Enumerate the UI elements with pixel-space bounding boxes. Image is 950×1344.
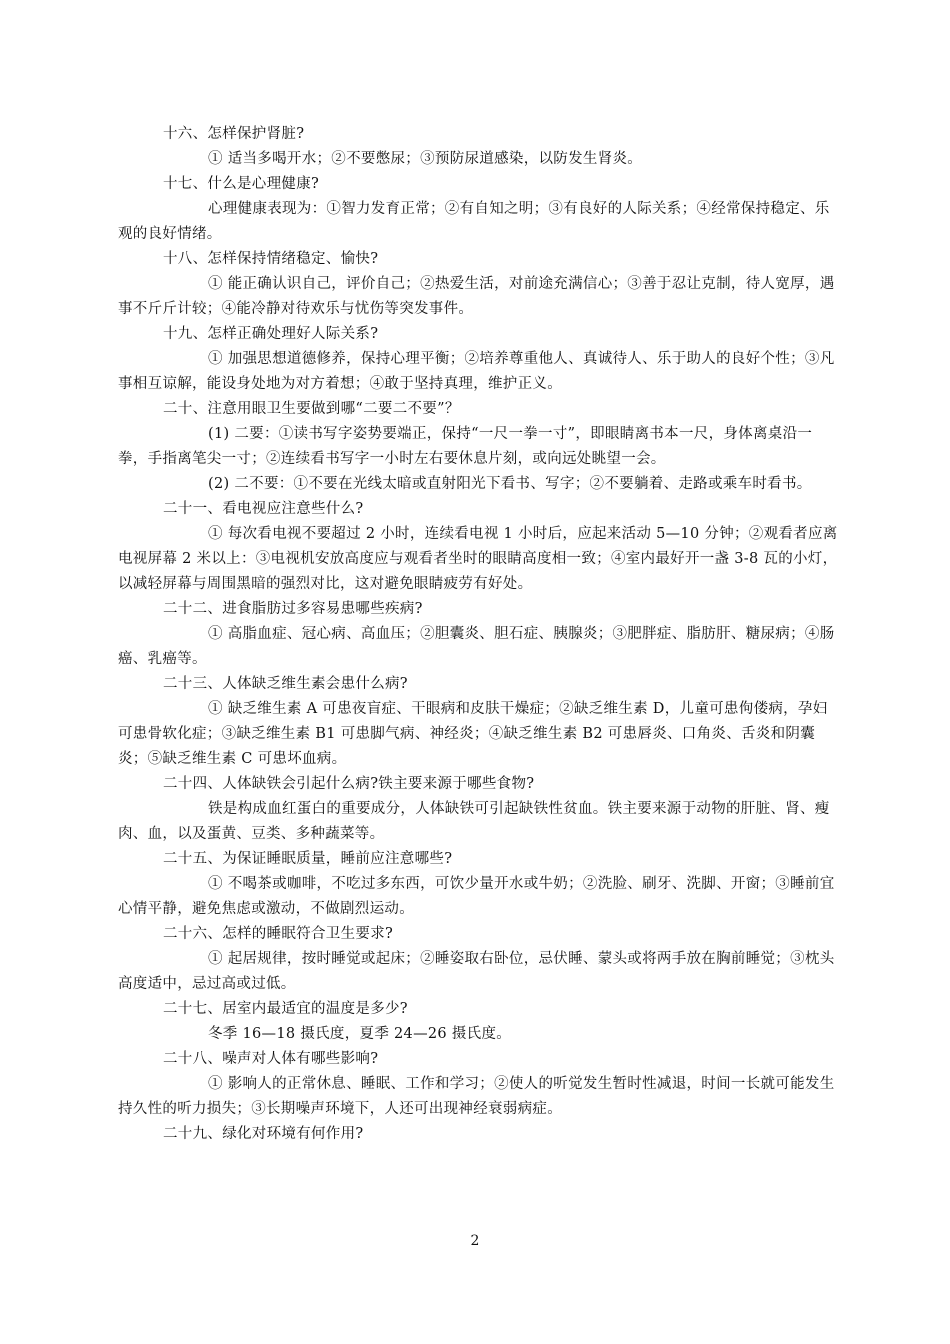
answer-paragraph: ① 高脂血症、冠心病、高血压；②胆囊炎、胆石症、胰腺炎；③肥胖症、脂肪肝、糖尿病；④肠癌、乳癌等。: [118, 626, 835, 667]
question-heading: 十九、怎样正确处理好人际关系?: [163, 326, 379, 342]
question-heading: 二十四、人体缺铁会引起什么病?铁主要来源于哪些食物?: [163, 776, 535, 792]
question-heading: 二十三、人体缺乏维生素会患什么病?: [163, 676, 408, 692]
question-heading: 二十二、进食脂肪过多容易患哪些疾病?: [163, 601, 423, 617]
answer-paragraph: ① 起居规律，按时睡觉或起床；②睡姿取右卧位，忌伏睡、蒙头或将两手放在胸前睡觉；③枕头高度适中，忌过高或过低。: [118, 951, 835, 992]
question-heading: 二十九、绿化对环境有何作用?: [163, 1126, 364, 1142]
page-number: 2: [470, 1233, 480, 1249]
question-heading: 二十一、看电视应注意些什么?: [163, 501, 364, 517]
question-heading: 二十、注意用眼卫生要做到哪“二要二不要”？: [163, 401, 460, 417]
question-heading: 十八、怎样保持情绪稳定、愉快?: [163, 251, 379, 267]
answer-paragraph: (2) 二不要：①不要在光线太暗或直射阳光下看书、写字；②不要躺着、走路或乘车时看书。: [208, 476, 812, 492]
question-heading: 二十五、为保证睡眠质量，睡前应注意哪些?: [163, 851, 453, 867]
answer-paragraph: ① 能正确认识自己，评价自己；②热爱生活，对前途充满信心；③善于忍让克制，待人宽厚，遇事不斤斤计较；④能冷静对待欢乐与忧伤等突发事件。: [118, 276, 835, 317]
answer-paragraph: ① 不喝茶或咖啡，不吃过多东西，可饮少量开水或牛奶；②洗脸、刷牙、洗脚、开窗；③睡前宜心情平静，避免焦虑或激动，不做剧烈运动。: [118, 876, 835, 917]
question-heading: 十六、怎样保护肾脏?: [163, 126, 305, 142]
question-heading: 二十八、噪声对人体有哪些影响?: [163, 1051, 379, 1067]
question-heading: 十七、什么是心理健康?: [163, 176, 320, 192]
answer-paragraph: ① 影响人的正常休息、睡眠、工作和学习；②使人的听觉发生暂时性减退，时间一长就可能发生持久性的听力损失；③长期噪声环境下，人还可出现神经衰弱病症。: [118, 1076, 835, 1117]
answer-paragraph: 铁是构成血红蛋白的重要成分，人体缺铁可引起缺铁性贫血。铁主要来源于动物的肝脏、肾、瘦肉、血，以及蛋黄、豆类、多种蔬菜等。: [118, 801, 830, 842]
answer-paragraph: ① 加强思想道德修养，保持心理平衡；②培养尊重他人、真诚待人、乐于助人的良好个性；③凡事相互谅解，能设身处地为对方着想；④敢于坚持真理，维护正义。: [118, 351, 835, 392]
answer-paragraph: ① 缺乏维生素 A 可患夜盲症、干眼病和皮肤干燥症；②缺乏维生素 D，儿童可患佝偻病，孕妇可患骨软化症；③缺乏维生素 B1 可患脚气病、神经炎；④缺乏维生素 B2 可患唇炎、口角炎、舌炎和阴囊炎；⑤缺乏维生素 C 可患坏血病。: [118, 701, 828, 767]
answer-paragraph: ① 每次看电视不要超过 2 小时，连续看电视 1 小时后，应起来活动 5—10 分钟；②观看者应离电视屏幕 2 米以上：③电视机安放高度应与观看者坐时的眼睛高度相一致；④室内最好开一盏 3-8 瓦的小灯，以减轻屏幕与周围黑暗的强烈对比，这对避免眼睛疲劳有好处。: [118, 526, 838, 592]
document-body: [118, 122, 838, 1147]
question-heading: 二十六、怎样的睡眠符合卫生要求?: [163, 926, 394, 942]
answer-paragraph: (1) 二要：①读书写字姿势要端正，保持“一尺一拳一寸”，即眼睛离书本一尺，身体离桌沿一拳，手指离笔尖一寸；②连续看书写字一小时左右要休息片刻，或向远处眺望一会。: [118, 426, 813, 467]
question-heading: 二十七、居室内最适宜的温度是多少?: [163, 1001, 408, 1017]
answer-paragraph: ① 适当多喝开水；②不要憋尿；③预防尿道感染，以防发生肾炎。: [208, 151, 643, 167]
answer-paragraph: 冬季 16—18 摄氏度，夏季 24—26 摄氏度。: [208, 1026, 512, 1042]
answer-paragraph: 心理健康表现为：①智力发育正常；②有自知之明；③有良好的人际关系；④经常保持稳定、乐观的良好情绪。: [118, 201, 830, 242]
